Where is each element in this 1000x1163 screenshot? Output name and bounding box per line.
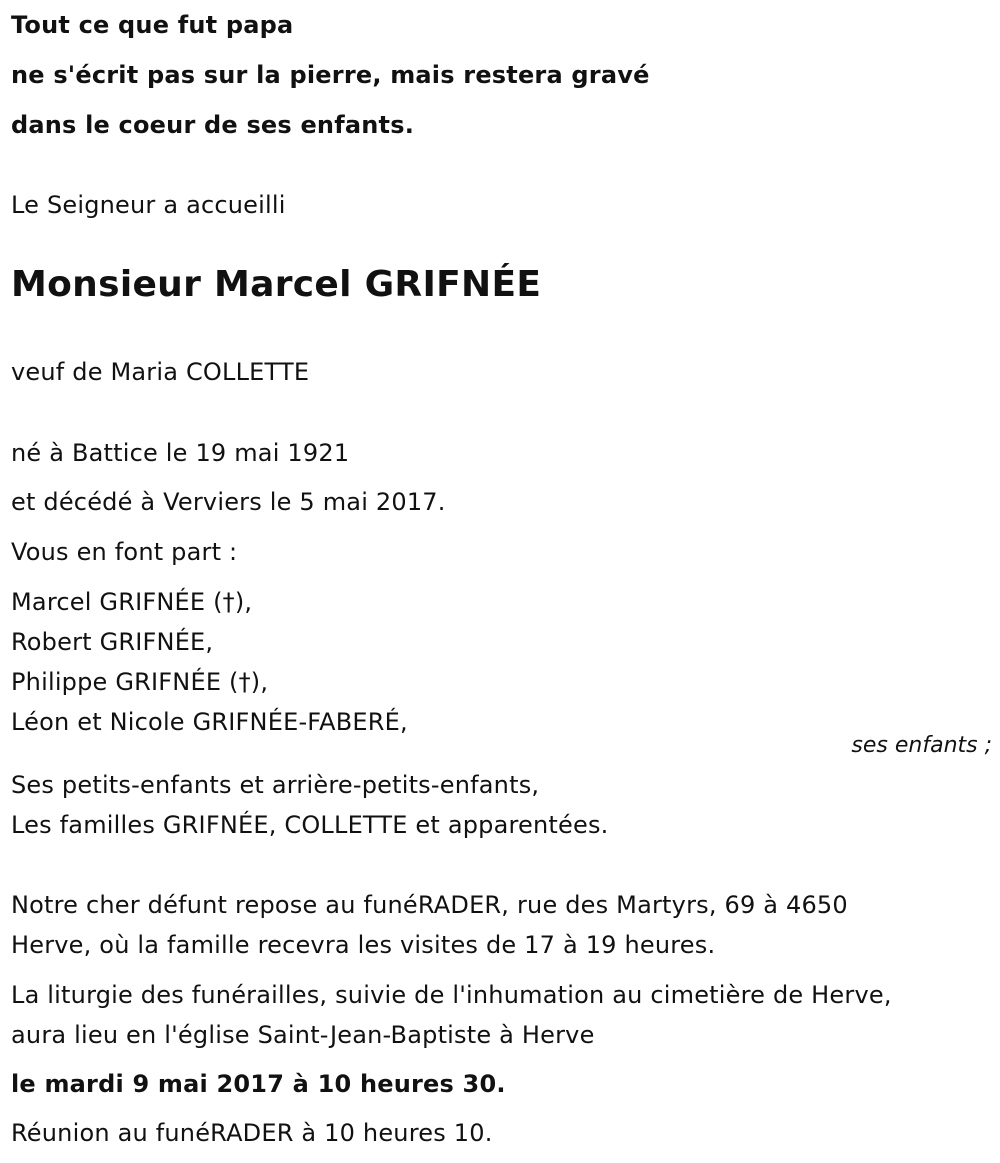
announce-text: Vous en font part : <box>11 538 238 566</box>
lead-text: Le Seigneur a accueilli <box>11 191 286 219</box>
spouse-text: veuf de Maria COLLETTE <box>11 358 310 386</box>
intro-line-1: Tout ce que fut papa <box>11 11 294 39</box>
intro-line-2: ne s'écrit pas sur la pierre, mais restera gravé <box>11 61 650 89</box>
child-3: Philippe GRIFNÉE (†), <box>11 668 269 696</box>
liturgy-line-2: aura lieu en l'église Saint-Jean-Baptiste à Herve <box>11 1021 595 1049</box>
deceased-name: Monsieur Marcel GRIFNÉE <box>11 264 542 305</box>
descendants-line-1: Ses petits-enfants et arrière-petits-enfants, <box>11 771 540 799</box>
liturgy-line-1: La liturgie des funérailles, suivie de l'inhumation au cimetière de Herve, <box>11 981 892 1009</box>
birth-text: né à Battice le 19 mai 1921 <box>11 439 350 467</box>
child-1: Marcel GRIFNÉE (†), <box>11 588 253 616</box>
funeral-datetime: le mardi 9 mai 2017 à 10 heures 30. <box>11 1070 506 1098</box>
intro-line-3: dans le coeur de ses enfants. <box>11 111 415 139</box>
death-text: et décédé à Verviers le 5 mai 2017. <box>11 488 446 516</box>
descendants-line-2: Les familles GRIFNÉE, COLLETTE et apparentées. <box>11 811 609 839</box>
child-2: Robert GRIFNÉE, <box>11 628 214 656</box>
repose-line-2: Herve, où la famille recevra les visites de 17 à 19 heures. <box>11 931 716 959</box>
children-label: ses enfants ; <box>851 733 992 758</box>
child-4: Léon et Nicole GRIFNÉE-FABERÉ, <box>11 708 408 736</box>
repose-line-1: Notre cher défunt repose au funéRADER, rue des Martyrs, 69 à 4650 <box>11 891 848 919</box>
meeting-text: Réunion au funéRADER à 10 heures 10. <box>11 1119 493 1147</box>
